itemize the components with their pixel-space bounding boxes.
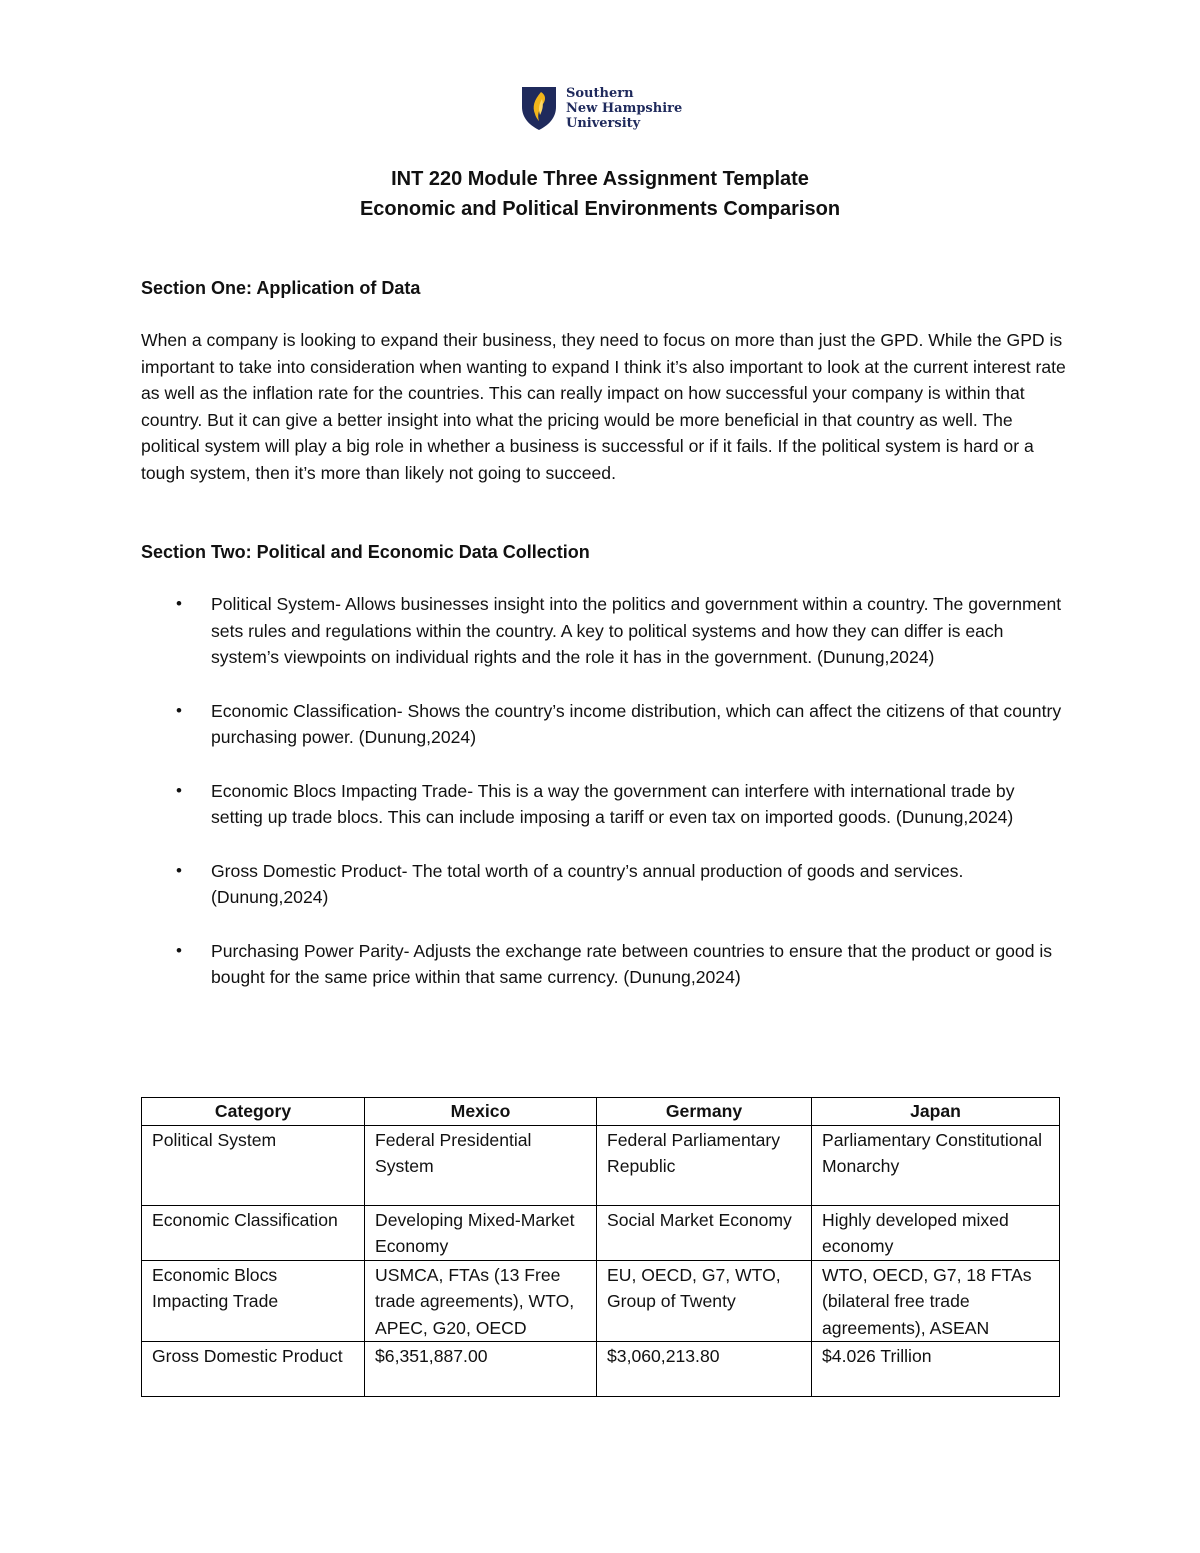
section-two-heading: Section Two: Political and Economic Data Collection [141,542,590,562]
wordmark-line-2: New Hampshire [566,100,683,116]
list-item-text: Economic Classification- Shows the country’s income distribution, which can affect the citizens of that country purchasing power. (Dunung,2024) [211,700,1062,747]
title-line-1: INT 220 Module Three Assignment Template [391,168,809,190]
column-header-germany: Germany [597,1098,812,1126]
table-cell: Parliamentary Constitutional Monarchy [812,1125,1060,1205]
table-cell: $4.026 Trillion [812,1342,1060,1397]
bullet-icon: • [176,860,182,880]
table-header-row [142,1098,1060,1126]
table-cell: Federal Parliamentary Republic [597,1125,812,1205]
list-item-text: Economic Blocs Impacting Trade- This is a way the government can interfere with international trade by setting up trade blocs. This can include imposing a tariff or even tax on imported goods. (Dunung,2024) [211,780,1015,827]
table-row [142,1205,1060,1260]
table-cell: EU, OECD, G7, WTO, Group of Twenty [597,1260,812,1342]
bullet-icon: • [176,940,182,960]
bullet-icon: • [176,700,182,720]
table-cell: Highly developed mixed economy [812,1205,1060,1260]
university-logo [520,84,682,132]
document-title [0,164,1200,224]
table-cell: WTO, OECD, G7, 18 FTAs (bilateral free trade agreements), ASEAN [812,1260,1060,1342]
shield-flame-icon [520,85,558,131]
table-cell: $6,351,887.00 [365,1342,597,1397]
table-cell: Political System [142,1125,365,1205]
table-cell: USMCA, FTAs (13 Free trade agreements), WTO, APEC, G20, OECD [365,1260,597,1342]
table-cell: Federal Presidential System [365,1125,597,1205]
section-one-paragraph: When a company is looking to expand their business, they need to focus on more than just the GPD. While the GPD is important to take into consideration when wanting to expand I think it’s also important to look at the current interest rate as well as the inflation rate for the countries. This can really impact on how successful your company is within that country. But it can give a better insight into what the pricing would be more beneficial in that country as well. The political system will play a big role in whether a business is successful or if it fails. If the political system is hard or a tough system, then it’s more than likely not going to succeed. [141,330,1066,483]
list-item [141,698,1071,751]
list-item [141,858,1071,911]
list-item-text: Gross Domestic Product- The total worth of a country’s annual production of goods and services. (Dunung,2024) [211,860,964,907]
comparison-table [141,1097,1060,1397]
table-row [142,1260,1060,1342]
list-item-text: Political System- Allows businesses insight into the politics and government within a country. The government sets rules and regulations within the country. A key to political systems and how they can differ is each system’s viewpoints on individual rights and the role it has in the government. (Dunung,2024) [211,594,1062,667]
list-item [141,938,1071,991]
table-cell: $3,060,213.80 [597,1342,812,1397]
title-line-2: Economic and Political Environments Comparison [359,198,841,220]
table-cell: Gross Domestic Product [142,1342,365,1397]
table-cell: Social Market Economy [597,1205,812,1260]
table-row [142,1342,1060,1397]
wordmark-line-3: University [566,115,641,131]
column-header-mexico: Mexico [365,1098,597,1126]
table-row [142,1125,1060,1205]
bullet-icon: • [176,594,182,613]
table-cell: Economic Classification [142,1205,365,1260]
column-header-japan: Japan [812,1098,1060,1126]
list-item-text: Purchasing Power Parity- Adjusts the exchange rate between countries to ensure that the product or good is bought for the same price within that same currency. (Dunung,2024) [211,940,1053,987]
table-cell: Developing Mixed-Market Economy [365,1205,597,1260]
list-item [141,591,1071,671]
table-cell: Economic Blocs Impacting Trade [142,1260,365,1342]
column-header-category: Category [142,1098,365,1126]
definition-list [141,591,1071,1018]
bullet-icon: • [176,780,182,800]
section-one-heading: Section One: Application of Data [141,278,421,298]
university-wordmark [566,86,682,131]
list-item [141,778,1071,831]
wordmark-line-1: Southern [566,85,634,101]
